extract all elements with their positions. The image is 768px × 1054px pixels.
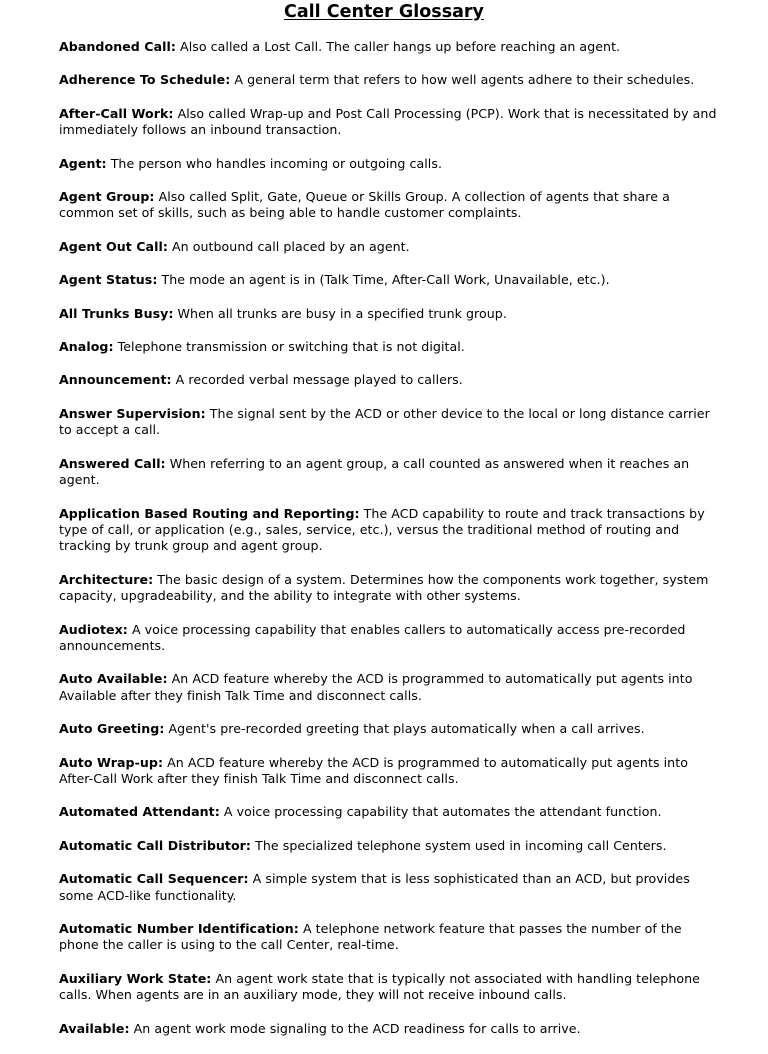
glossary-entry (59, 189, 719, 222)
glossary-definition: The mode an agent is in (Talk Time, After-Call Work, Unavailable, etc.). (161, 272, 610, 288)
glossary-entry (59, 1021, 719, 1037)
glossary-list (59, 39, 719, 1054)
glossary-entry (59, 456, 719, 489)
glossary-term: Agent Out Call: (59, 238, 168, 254)
glossary-term: Auto Wrap-up: (59, 754, 164, 770)
glossary-entry (59, 39, 719, 55)
glossary-definition: A voice processing capability that automates the attendant function. (223, 804, 662, 820)
glossary-term: Auxiliary Work State: (59, 970, 212, 986)
glossary-definition: A voice processing capability that enables callers to automatically access pre-recorded announcements. (59, 621, 686, 653)
glossary-term: Architecture: (59, 571, 154, 587)
glossary-entry (59, 272, 719, 288)
glossary-entry (59, 622, 719, 655)
glossary-term: Answer Supervision: (59, 405, 206, 421)
glossary-definition: The ACD capability to route and track transactions by type of call, or application (e.g., sales, service, etc.), versus the traditional method of routing and tracking by trunk group and agent group. (59, 505, 705, 554)
glossary-entry (59, 106, 719, 139)
glossary-definition: The signal sent by the ACD or other device to the local or long distance carrier to accept a call. (59, 405, 710, 438)
glossary-term: Automatic Call Distributor: (59, 837, 252, 853)
glossary-entry (59, 339, 719, 355)
glossary-term: Agent Status: (59, 272, 158, 288)
glossary-term: Application Based Routing and Reporting: (59, 505, 360, 521)
glossary-entry (59, 755, 719, 788)
glossary-entry (59, 406, 719, 439)
glossary-entry (59, 306, 719, 322)
glossary-term: After-Call Work: (59, 105, 174, 121)
glossary-entry (59, 971, 719, 1004)
glossary-entry (59, 572, 719, 605)
glossary-definition: An agent work mode signaling to the ACD readiness for calls to arrive. (133, 1020, 581, 1036)
glossary-definition: An ACD feature whereby the ACD is programmed to automatically put agents into After-Call Work after they finish Talk Time and disconnect calls. (59, 754, 688, 786)
glossary-entry (59, 156, 719, 172)
glossary-term: Answered Call: (59, 455, 166, 471)
glossary-entry (59, 804, 719, 820)
glossary-definition: Also called Split, Gate, Queue or Skills Group. A collection of agents that share a common set of skills, such as being able to handle customer complaints. (59, 189, 670, 221)
glossary-definition: A recorded verbal message played to callers. (175, 372, 463, 388)
glossary-definition: A general term that refers to how well agents adhere to their schedules. (234, 72, 695, 88)
glossary-term: Audiotex: (59, 621, 128, 637)
glossary-term: Auto Greeting: (59, 721, 165, 737)
glossary-definition: The specialized telephone system used in incoming call Centers. (255, 837, 667, 853)
glossary-term: Automatic Call Sequencer: (59, 871, 249, 887)
glossary-definition: An agent work state that is typically not associated with handling telephone calls. When agents are in an auxiliary mode, they will not receive inbound calls. (59, 970, 700, 1003)
glossary-entry (59, 871, 719, 904)
glossary-term: Agent: (59, 155, 107, 171)
glossary-definition: The person who handles incoming or outgoing calls. (110, 155, 443, 171)
glossary-term: Automated Attendant: (59, 804, 220, 820)
glossary-definition: An outbound call placed by an agent. (171, 238, 410, 254)
glossary-entry (59, 72, 719, 88)
glossary-term: Agent Group: (59, 189, 155, 205)
glossary-definition: A telephone network feature that passes the number of the phone the caller is using to the call Center, real-time. (59, 921, 682, 953)
page-title: Call Center Glossary (284, 2, 484, 22)
glossary-definition: Telephone transmission or switching that is not digital. (117, 339, 465, 355)
glossary-entry (59, 671, 719, 704)
glossary-entry (59, 372, 719, 388)
glossary-entry (59, 721, 719, 737)
glossary-definition: The basic design of a system. Determines how the components work together, system capacity, upgradeability, and the ability to integrate with other systems. (59, 571, 709, 604)
glossary-term: Abandoned Call: (59, 39, 176, 54)
glossary-entry (59, 239, 719, 255)
glossary-definition: Agent's pre-recorded greeting that plays automatically when a call arrives. (168, 721, 645, 737)
glossary-term: Available: (59, 1020, 130, 1036)
glossary-definition: When referring to an agent group, a call counted as answered when it reaches an agent. (59, 455, 690, 488)
glossary-definition: An ACD feature whereby the ACD is programmed to automatically put agents into Available after they finish Talk Time and disconnect calls. (59, 671, 693, 703)
glossary-term: Analog: (59, 339, 114, 355)
glossary-definition: Also called a Lost Call. The caller hangs up before reaching an agent. (180, 39, 621, 54)
glossary-definition: Also called Wrap-up and Post Call Processing (PCP). Work that is necessitated by and immediately follows an inbound transaction. (59, 105, 717, 138)
glossary-term: Auto Available: (59, 671, 168, 687)
glossary-entry (59, 506, 719, 555)
glossary-definition: A simple system that is less sophisticated than an ACD, but provides some ACD-like functionality. (59, 871, 690, 903)
glossary-definition: When all trunks are busy in a specified trunk group. (177, 305, 507, 321)
glossary-term: Announcement: (59, 372, 172, 388)
glossary-term: Automatic Number Identification: (59, 921, 299, 936)
glossary-entry (59, 838, 719, 854)
glossary-term: Adherence To Schedule: (59, 72, 231, 88)
glossary-term: All Trunks Busy: (59, 305, 174, 321)
glossary-entry (59, 921, 719, 954)
